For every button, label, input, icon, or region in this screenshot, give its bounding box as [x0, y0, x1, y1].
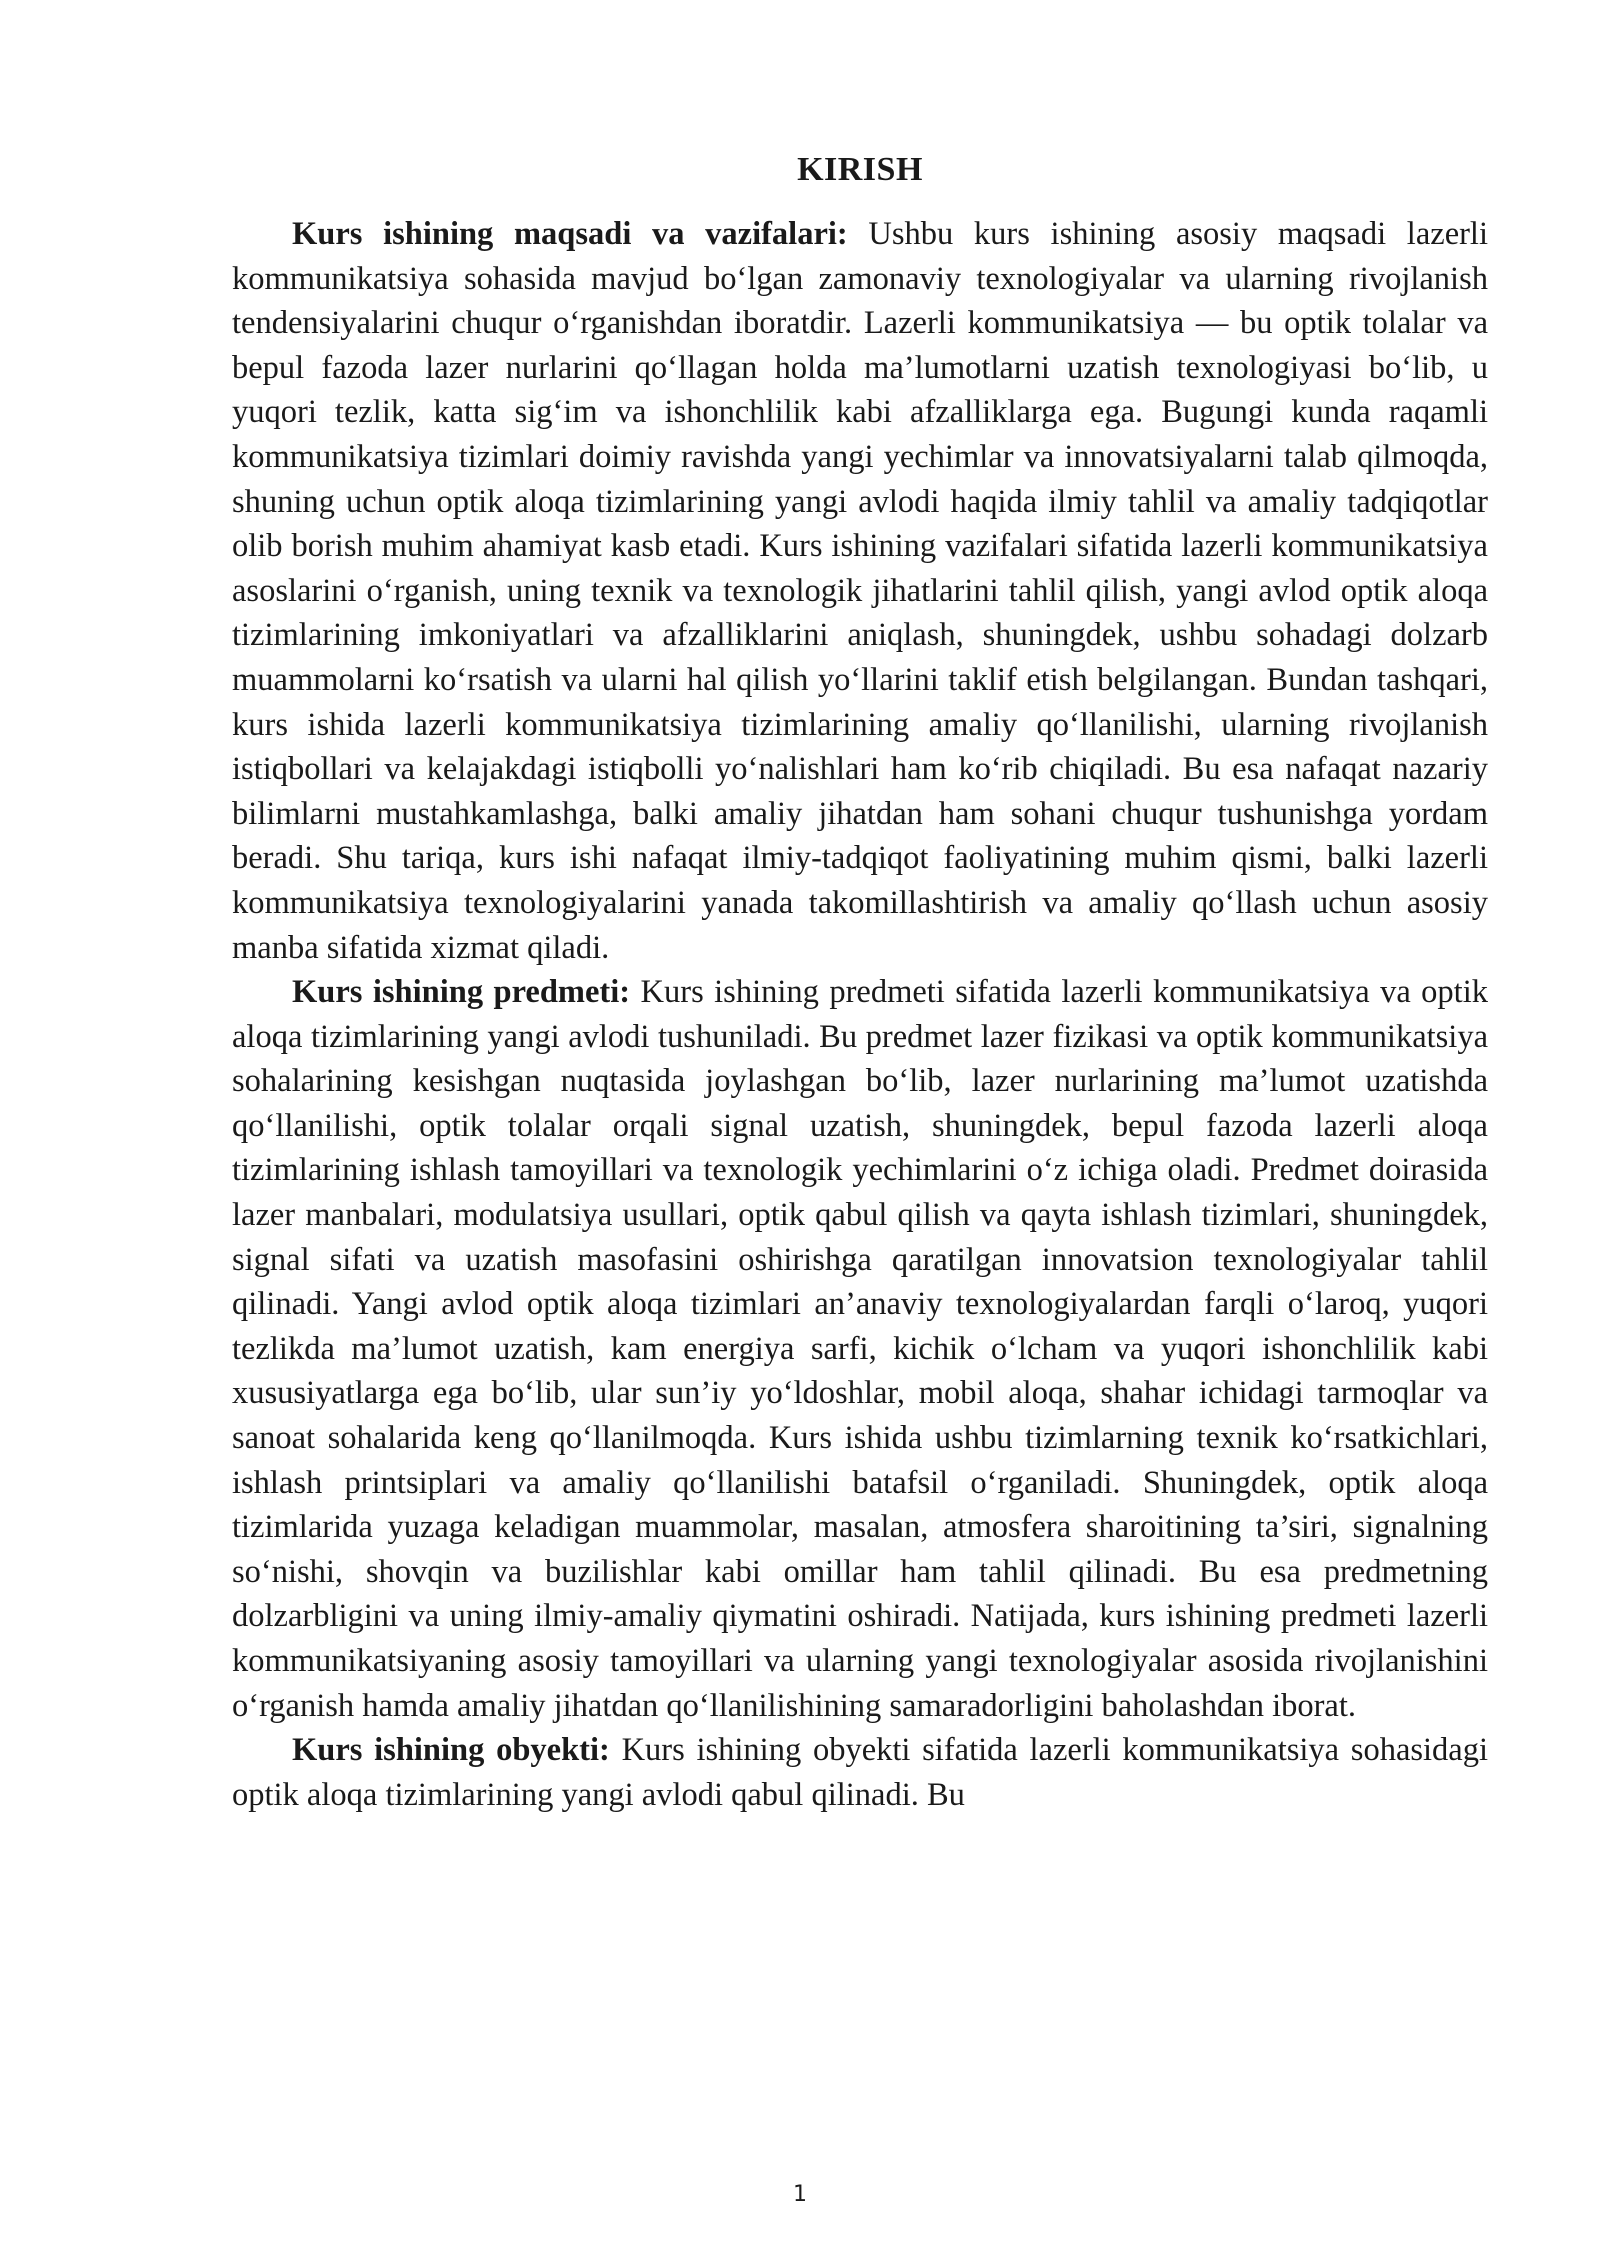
document-page — [232, 150, 1488, 1817]
page-title: KIRISH — [797, 151, 923, 188]
paragraph-heading: Kurs ishining predmeti: — [292, 974, 631, 1011]
paragraph-body: Ushbu kurs ishining asosiy maqsadi lazerli kommunikatsiya sohasida mavjud bo‘lgan zamonaviy texnologiyalar va ularning rivojlanish tendensiyalarini chuqur o‘rganishdan iboratdir. Lazerli kommunikatsiya — bu optik tolalar va bepul fazoda lazer nurlarini qo‘llagan holda ma’lumotlarni uzatish texnologiyasi bo‘lib, u yuqori tezlik, katta sig‘im va ishonchlilik kabi afzalliklarga ega. Bugungi kunda raqamli kommunikatsiya tizimlari doimiy ravishda yangi yechimlar va innovatsiyalarni talab qilmoqda, shuning uchun optik aloqa tizimlarining yangi avlodi haqida ilmiy tahlil va amaliy tadqiqotlar olib borish muhim ahamiyat kasb etadi. Kurs ishining vazifalari sifatida lazerli kommunikatsiya asoslarini o‘rganish, uning texnik va texnologik jihatlarini tahlil qilish, yangi avlod optik aloqa tizimlarining imkoniyatlari va afzalliklarini aniqlash, shuningdek, ushbu sohadagi dolzarb muammolarni ko‘rsatish va ularni hal qilish yo‘llarini taklif etish belgilangan. Bundan tashqari, kurs ishida lazerli kommunikatsiya tizimlarining amaliy qo‘llanilishi, ularning rivojlanish istiqbollari va kelajakdagi istiqbolli yo‘nalishlari ham ko‘rib chiqiladi. Bu esa nafaqat nazariy bilimlarni mustahkamlashga, balki amaliy jihatdan ham sohani chuqur tushunishga yordam beradi. Shu tariqa, kurs ishi nafaqat ilmiy-tadqiqot faoliyatining muhim qismi, balki lazerli kommunikatsiya texnologiyalarini yanada takomillashtirish va amaliy qo‘llash uchun asosiy manba sifatida xizmat qiladi. — [232, 216, 1488, 966]
paragraph-heading: Kurs ishining obyekti: — [292, 1732, 610, 1769]
paragraph-body: Kurs ishining predmeti sifatida lazerli kommunikatsiya va optik aloqa tizimlarining yangi avlodi tushuniladi. Bu predmet lazer fizikasi va optik kommunikatsiya sohalarining kesishgan nuqtasida joylashgan bo‘lib, lazer nurlarining ma’lumot uzatishda qo‘llanilishi, optik tolalar orqali signal uzatish, shuningdek, bepul fazoda lazerli aloqa tizimlarining ishlash tamoyillari va texnologik yechimlarini o‘z ichiga oladi. Predmet doirasida lazer manbalari, modulatsiya usullari, optik qabul qilish va qayta ishlash tizimlari, shuningdek, signal sifati va uzatish masofasini oshirishga qaratilgan innovatsion texnologiyalar tahlil qilinadi. Yangi avlod optik aloqa tizimlari an’anaviy texnologiyalardan farqli o‘laroq, yuqori tezlikda ma’lumot uzatish, kam energiya sarfi, kichik o‘lcham va yuqori ishonchlilik kabi xususiyatlarga ega bo‘lib, ular sun’iy yo‘ldoshlar, mobil aloqa, shahar ichidagi tarmoqlar va sanoat sohalarida keng qo‘llanilmoqda. Kurs ishida ushbu tizimlarning texnik ko‘rsatkichlari, ishlash printsiplari va amaliy qo‘llanilishi batafsil o‘rganiladi. Shuningdek, optik aloqa tizimlarida yuzaga keladigan muammolar, masalan, atmosfera sharoitining ta’siri, signalning so‘nishi, shovqin va buzilishlar kabi omillar ham tahlil qilinadi. Bu esa predmetning dolzarbligini va uning ilmiy-amaliy qiymatini oshiradi. Natijada, kurs ishining predmeti lazerli kommunikatsiyaning asosiy tamoyillari va ularning yangi texnologiyalar asosida rivojlanishini o‘rganish hamda amaliy jihatdan qo‘llanilishining samaradorligini baholashdan iborat. — [232, 974, 1488, 1724]
paragraph-subject — [232, 970, 1488, 1728]
paragraph-object — [232, 1728, 1488, 1817]
paragraph-goals-tasks — [232, 212, 1488, 970]
paragraph-heading: Kurs ishining maqsadi va vazifalari: — [292, 216, 848, 252]
page-number: 1 — [793, 2182, 807, 2207]
paragraph-body: Kurs ishining obyekti sifatida lazerli kommunikatsiya sohasidagi optik aloqa tizimlarining yangi avlodi qabul qilinadi. Bu — [232, 1732, 1489, 1813]
